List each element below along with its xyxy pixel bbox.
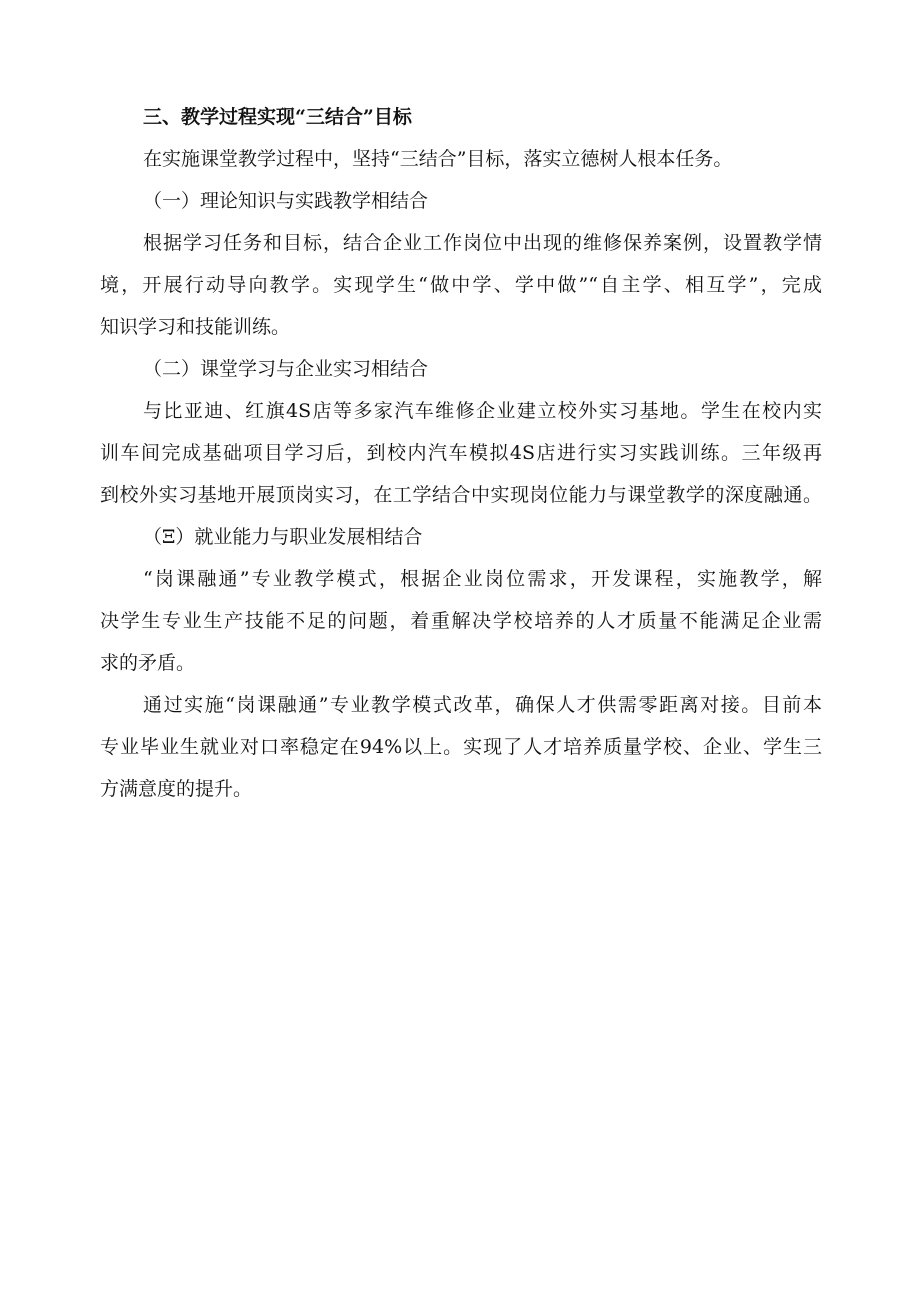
paragraph-line: 方满意度的提升。 [100,778,253,800]
section-title: 三、教学过程实现“三结合”目标 [143,106,412,128]
paragraph-line: 通过实施“岗课融通”专业教学模式改革，确保人才供需零距离对接。目前本 [143,694,822,716]
paragraph-line: 根据学习任务和目标，结合企业工作岗位中出现的维修保养案例，设置教学情 [143,232,822,254]
paragraph-line: 训车间完成基础项目学习后，到校内汽车模拟4S店进行实习实践训练。三年级再 [100,442,822,464]
subsection-title-2: （二）课堂学习与企业实习相结合 [143,358,429,380]
document-body [100,96,822,810]
subsection-paragraph-1 [100,222,822,348]
paragraph-line: 知识学习和技能训练。 [100,316,291,338]
subsection-title-1: （一）理论知识与实践教学相结合 [143,190,429,212]
paragraph-line: 到校外实习基地开展顶岗实习，在工学结合中实现岗位能力与课堂教学的深度融通。 [100,484,822,506]
subsection-paragraph-3 [100,558,822,684]
intro-paragraph: 在实施课堂教学过程中，坚持“三结合”目标，落实立德树人根本任务。 [143,148,733,170]
paragraph-line: 与比亚迪、红旗4S店等多家汽车维修企业建立校外实习基地。学生在校内实 [143,400,822,422]
paragraph-line: 求的矛盾。 [100,652,196,674]
subsection-paragraph-2 [100,390,822,516]
subsection-title-3: （Ξ）就业能力与职业发展相结合 [143,526,423,548]
paragraph-line: 专业毕业生就业对口率稳定在94%以上。实现了人才培养质量学校、企业、学生三 [100,736,822,758]
closing-paragraph [100,684,822,810]
paragraph-line: “岗课融通”专业教学模式，根据企业岗位需求，开发课程，实施教学，解 [143,568,822,590]
paragraph-line: 境，开展行动导向教学。实现学生“做中学、学中做”“自主学、相互学”，完成 [100,274,822,296]
paragraph-line: 决学生专业生产技能不足的问题，着重解决学校培养的人才质量不能满足企业需 [100,610,822,632]
